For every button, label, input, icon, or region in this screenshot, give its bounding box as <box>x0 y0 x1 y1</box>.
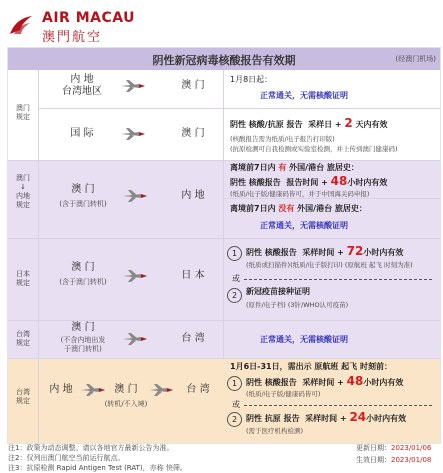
footer-note: 注3：抗原检测 Rapid Antigen Test (RAT)，亦称 快筛。 <box>8 464 187 472</box>
brand-name-en: AIR MACAU <box>42 10 136 26</box>
airplane-icon <box>120 128 146 140</box>
note-text: (纸质/电子版/健康码皆可，并于中国海关码申报) <box>230 190 370 198</box>
policy-table <box>7 47 441 444</box>
section-mainland <box>8 160 440 238</box>
destination-label: 台 湾 <box>186 384 210 395</box>
requirement-text: 阴性 核酸报告 采样时间 + 48小时内有效 <box>246 374 404 388</box>
origin-label: 澳 门 <box>71 184 95 195</box>
destination-label: 澳 门 <box>181 128 205 139</box>
side-label: 澳门 ↓ 内地 规定 <box>16 174 30 209</box>
side-label: 台湾 规定 <box>16 388 30 405</box>
side-label: 台湾 规定 <box>16 330 30 347</box>
divider <box>244 279 432 280</box>
updated-date: 更新日期：2023/01/06 <box>356 444 432 452</box>
side-label: 日本 规定 <box>16 270 30 287</box>
footer-note: 注2：仅列出澳门航空当前运行航点。 <box>8 454 125 462</box>
destination-label: 内 地 <box>181 190 205 201</box>
transit-note: (转机/不入境) <box>104 400 148 408</box>
status-text: 正常通关，无需核酸证明 <box>260 91 348 100</box>
status-text: 正常通关，无需核酸证明 <box>260 335 348 344</box>
origin-label: 国 际 <box>70 128 94 139</box>
requirement-text: 新冠疫苗接种证明 <box>246 287 310 296</box>
airplane-icon <box>148 384 174 396</box>
origin-note: (含于澳门转机) <box>59 278 107 286</box>
divider <box>8 320 440 321</box>
condition-text: 离境前7日内 没有 外国/港台 旅居史： <box>230 204 367 213</box>
effective-date: 生效日期：2023/01/08 <box>356 456 432 464</box>
origin-note: (不含内地出发 于澳门转机) <box>60 336 106 353</box>
divider <box>38 70 39 443</box>
origin-label: 澳 门 <box>71 262 95 273</box>
requirement-text: 阴性 核酸报告 报告时间 + 48小时内有效 <box>230 174 388 188</box>
airplane-icon <box>120 80 146 92</box>
airplane-icon <box>122 190 148 202</box>
origin-label: 澳 门 <box>71 322 95 333</box>
note-text: (纸质/电子版/健康码皆可) <box>246 390 321 398</box>
brand-name-zh: 澳門航空 <box>42 30 103 45</box>
divider <box>223 70 224 358</box>
origin-label: 内 地 <box>49 384 73 395</box>
footer-note: 注1：政策为动态调整。请以各地官方最新公告为准。 <box>8 444 174 452</box>
condition-text: 离境前7日内 有 外国/港台 旅居史： <box>230 163 359 172</box>
air-macau-logo-icon <box>8 14 34 36</box>
destination-label: 台 湾 <box>181 333 205 344</box>
option-number: 2 <box>227 288 242 303</box>
note-text: (核酸报告需为纸质/电子报告打印版) <box>230 135 335 143</box>
note-text: (需于医疗机构检测) <box>246 427 304 435</box>
divider <box>38 108 440 109</box>
airplane-icon <box>122 333 148 345</box>
note-text: (纸质或扫描件)(纸质/电子版打印) (原航班 起飞 时刻为准) <box>246 261 413 269</box>
or-text: 或 <box>232 274 240 283</box>
option-number: 2 <box>227 412 242 427</box>
airplane-icon <box>80 384 106 396</box>
side-label: 澳门 规定 <box>16 104 30 121</box>
date-text: 1月8日起： <box>230 75 273 84</box>
note-text: (抗原检测可自我检测或实验室检测，并上传到澳门健康码) <box>230 145 398 153</box>
note-text: (原件/电子档) (3针/WHO认可疫苗) <box>246 301 349 309</box>
requirement-text: 阴性 抗原 报告 采样时间 + 24小时内有效 <box>246 410 407 424</box>
divider <box>244 405 432 406</box>
status-text: 正常通关，无需核酸证明 <box>260 221 348 230</box>
divider <box>8 358 440 359</box>
destination-label: 日 本 <box>181 270 205 281</box>
airplane-icon <box>122 270 148 282</box>
or-text: 或 <box>232 400 240 409</box>
divider <box>8 238 440 239</box>
divider <box>8 160 440 161</box>
requirement-text: 阴性 核酸/抗原 报告 采样日 + 2 天内有效 <box>230 116 388 130</box>
option-number: 1 <box>227 376 242 391</box>
requirement-text: 阴性 核酸报告 采样时间 + 72小时内有效 <box>246 244 404 258</box>
option-number: 1 <box>227 246 242 261</box>
title-bar <box>8 48 440 70</box>
title-note: (经澳门机场) <box>395 55 436 63</box>
condition-text: 1月6日-31日，需出示 原航班 起飞 时刻前： <box>230 362 392 371</box>
destination-label: 澳 门 <box>181 80 205 91</box>
transit-label: 澳 门 <box>114 384 138 395</box>
origin-label: 内 地 台湾地区 <box>62 74 102 97</box>
divider <box>223 198 440 199</box>
page-title: 阴性新冠病毒核酸报告有效期 <box>152 54 296 67</box>
origin-note: (含于澳门转机) <box>59 200 107 208</box>
